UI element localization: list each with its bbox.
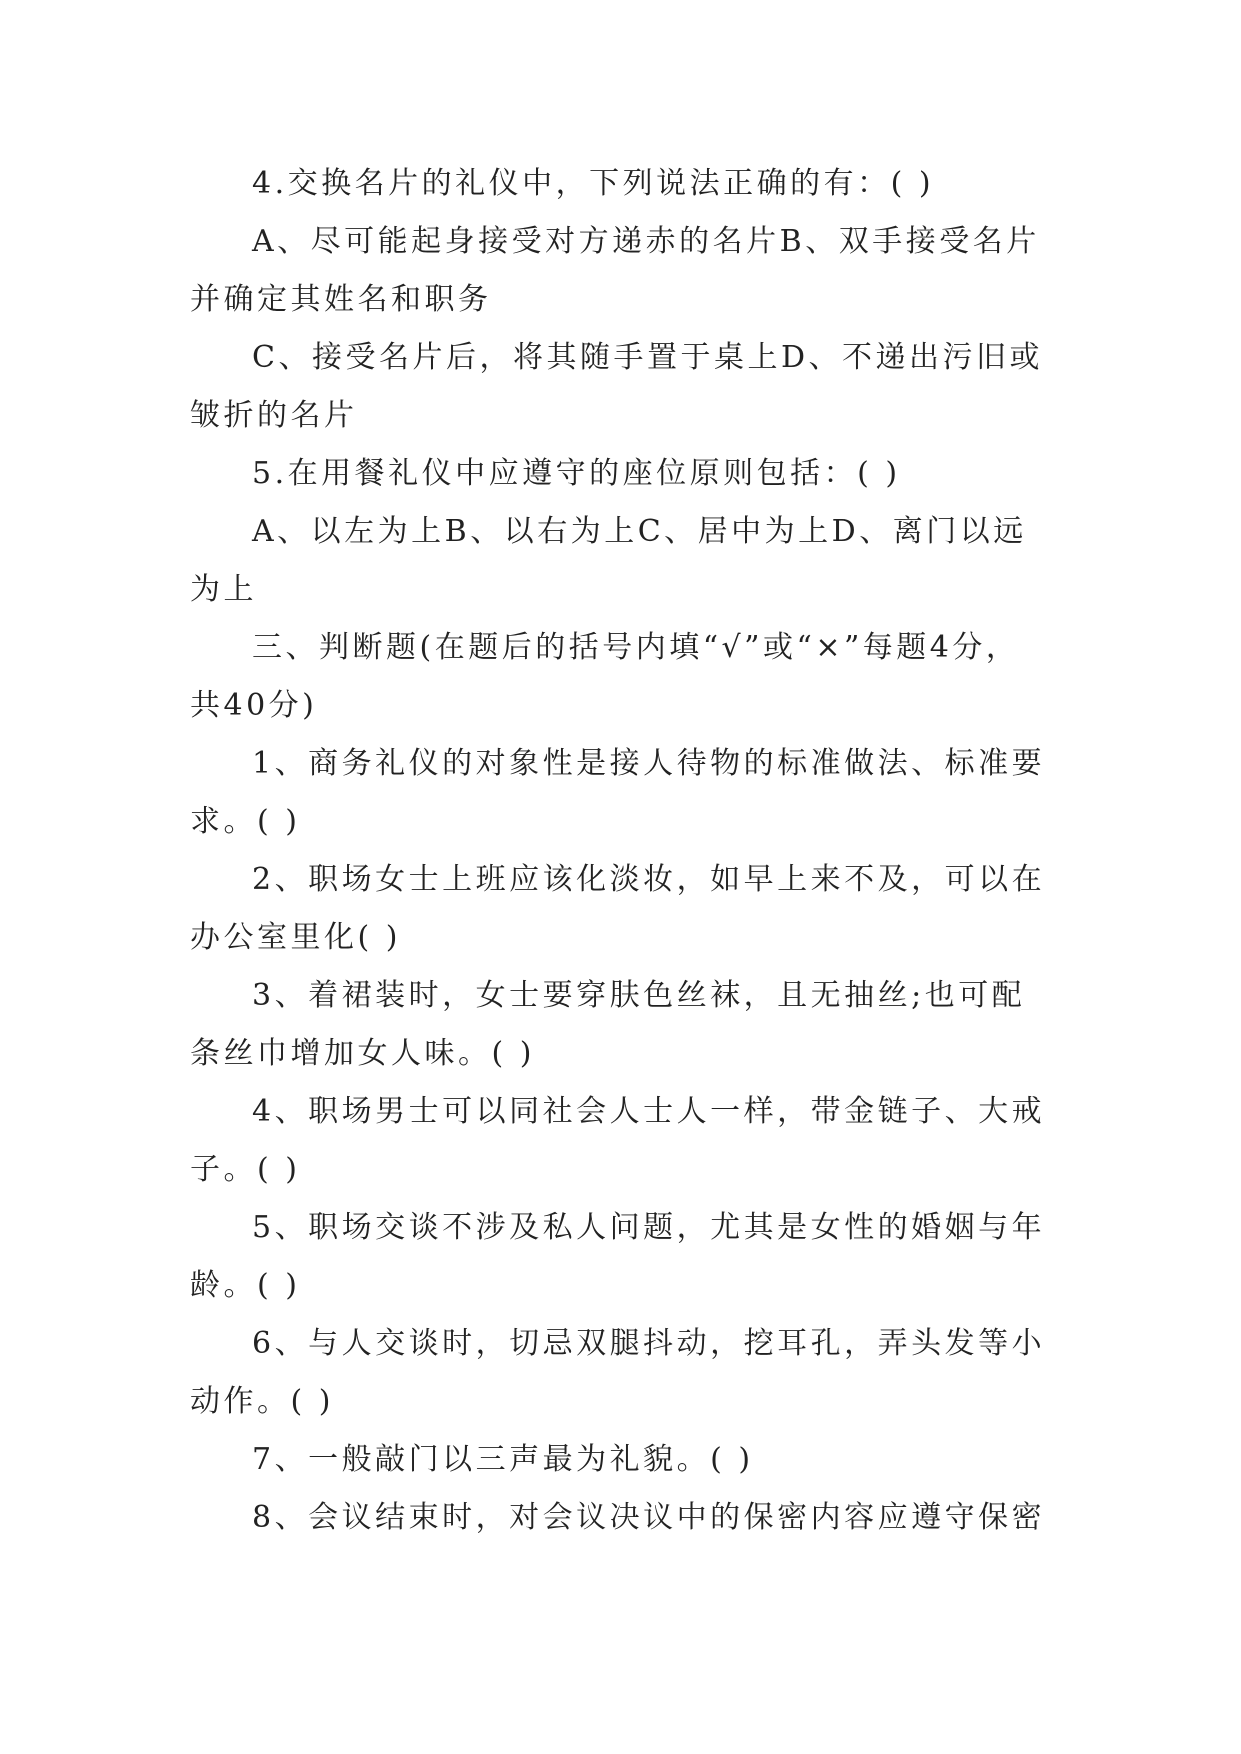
question-4-options-ab: A、尽可能起身接受对方递赤的名片B、双手接受名片并确定其姓名和职务 xyxy=(190,224,1040,317)
section-heading-judgment: 三、判断题(在题后的括号内填“√”或“×”每题4分，共40分) xyxy=(190,630,1020,723)
judgment-item-2: 2、职场女士上班应该化淡妆，如早上来不及，可以在办公室里化( ) xyxy=(190,862,1046,955)
question-5-stem: 5.在用餐礼仪中应遵守的座位原则包括：( ) xyxy=(252,456,901,491)
question-4-stem: 4.交换名片的礼仪中，下列说法正确的有：( ) xyxy=(252,166,935,201)
judgment-item-6: 6、与人交谈时，切忌双腿抖动，挖耳孔，弄头发等小动作。( ) xyxy=(190,1326,1046,1419)
judgment-item-5: 5、职场交谈不涉及私人问题，尤其是女性的婚姻与年龄。( ) xyxy=(190,1210,1046,1303)
judgment-item-3: 3、着裙装时，女士要穿肤色丝袜，且无抽丝;也可配条丝巾增加女人味。( ) xyxy=(190,978,1026,1071)
question-5-options: A、以左为上B、以右为上C、居中为上D、离门以远为上 xyxy=(190,514,1027,607)
judgment-item-7: 7、一般敲门以三声最为礼貌。( ) xyxy=(252,1442,754,1477)
judgment-item-8: 8、会议结束时，对会议决议中的保密内容应遵守保密 xyxy=(252,1500,1046,1535)
judgment-item-4: 4、职场男士可以同社会人士人一样，带金链子、大戒子。( ) xyxy=(190,1094,1046,1187)
judgment-item-1: 1、商务礼仪的对象性是接人待物的标准做法、标准要求。( ) xyxy=(190,746,1046,839)
document-body xyxy=(190,155,1050,1547)
question-4-options-cd: C、接受名片后，将其随手置于桌上D、不递出污旧或皱折的名片 xyxy=(190,340,1044,433)
